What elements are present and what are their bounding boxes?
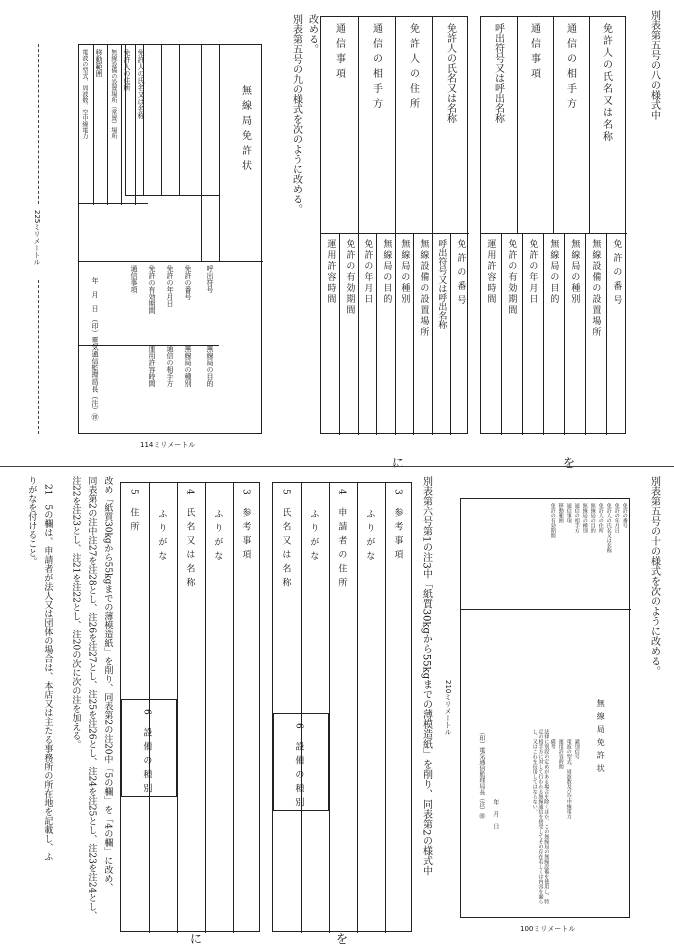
- table-b-lower-8: 運用許容時間: [325, 239, 336, 305]
- form-b-side: 6 設備の種別: [141, 709, 152, 798]
- license-top-label-3: 無線設備の設置場所（常置）場所: [109, 49, 117, 139]
- license-top-grid-5: 免許の年月日: [166, 265, 175, 307]
- dim-line-v2: [38, 280, 39, 434]
- form-b-item-2: ふりがな: [212, 509, 223, 565]
- license-top-label-2: 免許人の住所: [123, 49, 132, 91]
- table-a-upper-2: 通信の相手方: [564, 23, 576, 113]
- license-top-dim-width: 114ミリメートル: [140, 441, 196, 449]
- small-notes: 法律に別段の定めがある場合を除くほか、この無線局の無線設備を使用し、特定の相手方に対して行われる無線通信を傍受してその存在若しくは内容を漏らし、又はこれを窃用してはならない。: [531, 729, 550, 904]
- small-footer-sign: （印）電気通信監理局長（注）㊞: [477, 729, 485, 819]
- license-top-footer: 年 月 日 （印）電気通信監理局長（注）㊞: [91, 277, 100, 421]
- license-top-label-5: 電波の型式、周波数、空中線電力: [80, 49, 88, 139]
- bottom-text-col-2: 別表第六号第1の注3中「紙質30kgから55kgまでの薄模造紙」を削り、同表第2の様式中: [420, 476, 432, 876]
- small-left-6: 無線局の種別: [581, 503, 588, 533]
- table-a-upper-3: 通信事項: [528, 23, 540, 83]
- form-a-side: 6 設備の種別: [293, 723, 304, 812]
- license-top-label-4: 移動範囲: [95, 49, 104, 77]
- small-left-3: 免許人の氏名又は名称: [605, 503, 612, 553]
- table-b-lower-2: 呼出符号又は呼出名称: [436, 239, 447, 329]
- table-a-lower-3: 無線局の種別: [569, 239, 580, 305]
- bottom-text-col-1: 別表第五号の十の様式を次のように改める。: [648, 476, 660, 676]
- table-a: [480, 16, 626, 434]
- form-b-item-1: 3 参考事項: [240, 489, 251, 564]
- text-col-5: 別表第五号の九の様式を次のように改める。: [290, 14, 302, 214]
- small-dim-width: 100ミリメートル: [520, 925, 576, 933]
- table-b-upper-1: 免許人の氏名又は名称: [444, 23, 456, 123]
- table-a-lower-4: 無線局の目的: [548, 239, 559, 305]
- table-b-lower-7: 免許の有効期間: [344, 239, 355, 316]
- table-b-lower-6: 免許の年月日: [362, 239, 373, 305]
- small-left-1: 免許の番号: [621, 503, 628, 528]
- form-a-item-5: 5 氏名又は名称: [280, 489, 291, 592]
- small-right-2: 電波の型式、周波数及び空中線電力: [565, 739, 572, 819]
- small-left-8: 通信事項: [565, 503, 572, 523]
- table-b-lower-4: 無線局の種別: [399, 239, 410, 305]
- small-left-2: 免許の年月日: [613, 503, 620, 533]
- small-left-5: 無線局の目的: [589, 503, 596, 533]
- license-top-dim-height: 225ミリメートル: [33, 210, 42, 266]
- license-top-grid-7: 免許の有効期間: [148, 265, 157, 314]
- small-right-4: 備考: [549, 739, 556, 749]
- form-a-item-3: 4 申請者の住所: [336, 489, 347, 592]
- small-left-9: 移動範囲: [557, 503, 564, 523]
- table-b-upper-3: 通信の相手方: [370, 23, 382, 113]
- license-top-grid-2: 無線局の目的: [206, 345, 215, 387]
- text-col-1: 別表第五号の八の様式中: [648, 10, 660, 120]
- license-top-grid-1: 呼出符号: [206, 265, 215, 293]
- form-a-item-2: ふりがな: [364, 509, 375, 565]
- table-a-lower-5: 免許の年月日: [527, 239, 538, 305]
- small-left-4: 免許人の住所: [597, 503, 604, 533]
- form-a-item-1: 3 参考事項: [392, 489, 403, 564]
- license-top-labels: [78, 44, 148, 204]
- table-a-lower-7: 運用許容時間: [485, 239, 496, 305]
- form-b: [120, 482, 260, 932]
- license-top-grid-9: 通信事項: [130, 265, 139, 293]
- text-col-4: 改める。: [306, 14, 318, 54]
- bottom-text-col-4: に: [190, 932, 203, 946]
- form-b-item-3: 4 氏名又は名称: [184, 489, 195, 592]
- table-b-lower-1: 免許の番号: [455, 239, 466, 309]
- license-top-grid-6: 通信の相手方: [166, 345, 175, 387]
- table-b-upper-2: 免許人の住所: [407, 23, 419, 113]
- table-b-upper-4: 通信事項: [333, 23, 345, 83]
- text-col-2: を: [563, 456, 576, 470]
- table-b-lower-3: 無線設備の設置場所: [418, 239, 429, 338]
- small-title: 無線局免許状: [596, 699, 606, 777]
- small-right-3: 運用許容時間: [557, 739, 564, 769]
- bottom-text-col-9: りがなを付けること。: [26, 476, 37, 566]
- license-top-grid-4: 無線局の種別: [184, 345, 193, 387]
- license-top-grid-3: 免許の番号: [184, 265, 193, 300]
- table-a-upper-1: 免許人の氏名又は名称: [600, 23, 612, 143]
- form-b-item-5: 5 住所: [128, 489, 139, 536]
- text-col-3: に: [392, 456, 405, 470]
- bottom-text-col-8: 21 5の欄は、申請者が法人又は団体の場合は、本店又は主たる事務所の所在地を記載し、ふ: [42, 484, 53, 862]
- table-a-upper-4: 呼出符号又は呼出名称: [492, 23, 504, 123]
- form-a: [272, 482, 412, 932]
- license-form-bottom: [460, 498, 630, 918]
- small-left-10: 免許の有効期間: [549, 503, 556, 538]
- dim-line-v: [38, 44, 39, 204]
- license-top-title: 無線局免許状: [239, 85, 251, 175]
- small-right-1: 識別信号: [573, 739, 580, 759]
- bottom-text-col-3: を: [336, 932, 349, 946]
- bottom-text-col-7: 注22を注23とし、注21を注22とし、注20の次に次の注を加える。: [70, 476, 81, 750]
- license-top-grid-8: 運用許容時間: [148, 345, 157, 387]
- small-footer-date: 年 月 日: [491, 799, 499, 829]
- license-top-label-1: 免許人の氏名又は名称: [137, 49, 146, 119]
- bottom-text-col-6: 同表第2の注中注27を注28とし、注26を注27とし、注25を注26とし、注24を注25とし、注23を注24とし、: [86, 476, 97, 921]
- page-divider: [0, 466, 674, 467]
- form-a-item-4: ふりがな: [308, 509, 319, 565]
- table-b: [320, 16, 468, 434]
- table-a-lower-2: 無線設備の設置場所: [590, 239, 601, 338]
- small-left-7: 通信の相手方: [573, 503, 580, 533]
- bottom-text-col-5: 改め「紙質30kgから55kgまでの薄模造紙」を削り、同表第2の注20中「5の欄」を「4の欄」に改め、: [102, 476, 113, 892]
- form-b-item-4: ふりがな: [156, 509, 167, 565]
- table-b-lower-5: 無線局の目的: [381, 239, 392, 305]
- small-dim-height: 210ミリメートル: [444, 680, 453, 736]
- table-a-lower-1: 免許の番号: [611, 239, 622, 309]
- table-a-lower-6: 免許の有効期間: [506, 239, 517, 316]
